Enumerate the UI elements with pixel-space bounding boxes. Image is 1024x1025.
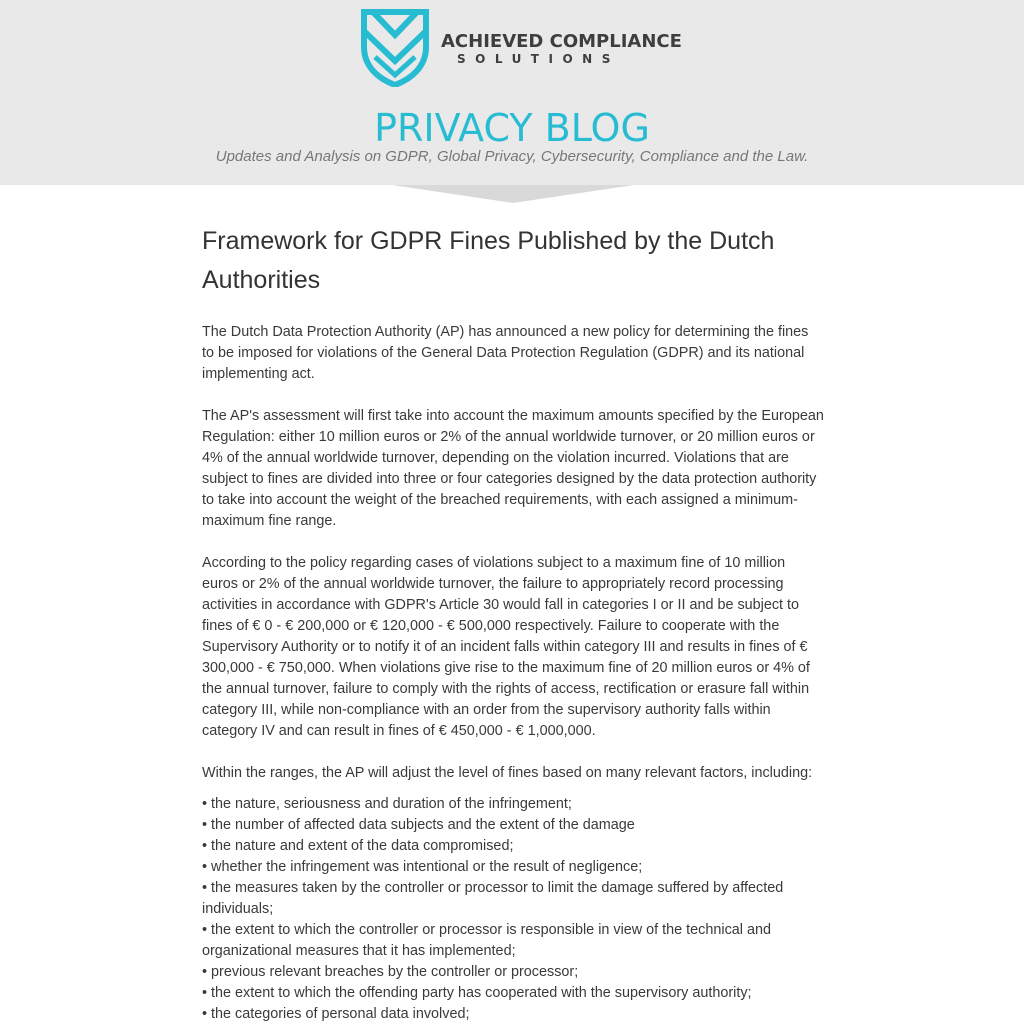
article-paragraph: The Dutch Data Protection Authority (AP) has announced a new policy for determining the fines to be imposed for violations of the General Data Protection Regulation (GDPR) and its national implementing act. [202, 324, 809, 382]
list-item: • the measures taken by the controller or processor to limit the damage suffered by affected individuals; [202, 878, 824, 920]
list-item: • the number of affected data subjects and the extent of the damage [202, 815, 824, 836]
list-item: • the extent to which the controller or processor is responsible in view of the technical and organizational measures that it has implemented; [202, 920, 824, 962]
list-item: • whether the infringement was intentional or the result of negligence; [202, 857, 824, 878]
article-paragraph: Within the ranges, the AP will adjust the level of fines based on many relevant factors, including: [202, 765, 813, 781]
logo-company-tagline: SOLUTIONS [457, 52, 620, 66]
blog-header [0, 0, 1024, 185]
article-title: Framework for GDPR Fines Published by the Dutch Authorities [202, 227, 775, 294]
list-item: • the nature, seriousness and duration of the infringement; [202, 794, 824, 815]
article-paragraph: According to the policy regarding cases of violations subject to a maximum fine of 10 million euros or 2% of the annual worldwide turnover, the failure to appropriately record processing activities in accordance with GDPR's Article 30 would fall in categories I or II and be subject to fines of € 0 - € 200,000 or € 120,000 - € 500,000 respectively. Failure to cooperate with the Supervisory Authority or to notify it of an incident falls within category III and results in fines of € 300,000 - € 750,000. When violations give rise to the maximum fine of 20 million euros or 4% of the annual turnover, failure to comply with the rights of access, rectification or erasure fall within category III, while non-compliance with an order from the supervisory authority falls within category IV and can result in fines of € 450,000 - € 1,000,000. [202, 555, 810, 739]
blog-title[interactable]: PRIVACY BLOG [374, 106, 650, 150]
article [202, 222, 824, 1025]
logo-company-name: ACHIEVED COMPLIANCE [441, 31, 682, 52]
blog-subtitle: Updates and Analysis on GDPR, Global Privacy, Cybersecurity, Compliance and the Law. [215, 148, 809, 165]
list-item: • the categories of personal data involved; [202, 1004, 824, 1025]
article-paragraph: The AP's assessment will first take into account the maximum amounts specified by the European Regulation: either 10 million euros or 2% of the annual worldwide turnover, or 20 million euros or 4% of the annual worldwide turnover, depending on the violation incurred. Violations that are subject to fines are divided into three or four categories designed by the data protection authority to take into account the weight of the breached requirements, with each assigned a minimum-maximum fine range. [202, 408, 824, 529]
factors-list [202, 794, 824, 1025]
list-item: • previous relevant breaches by the controller or processor; [202, 962, 824, 983]
list-item: • the nature and extent of the data compromised; [202, 836, 824, 857]
site-logo[interactable] [361, 9, 682, 89]
shield-logo-icon [361, 9, 429, 87]
header-pointer [392, 185, 634, 203]
list-item: • the extent to which the offending party has cooperated with the supervisory authority; [202, 983, 824, 1004]
